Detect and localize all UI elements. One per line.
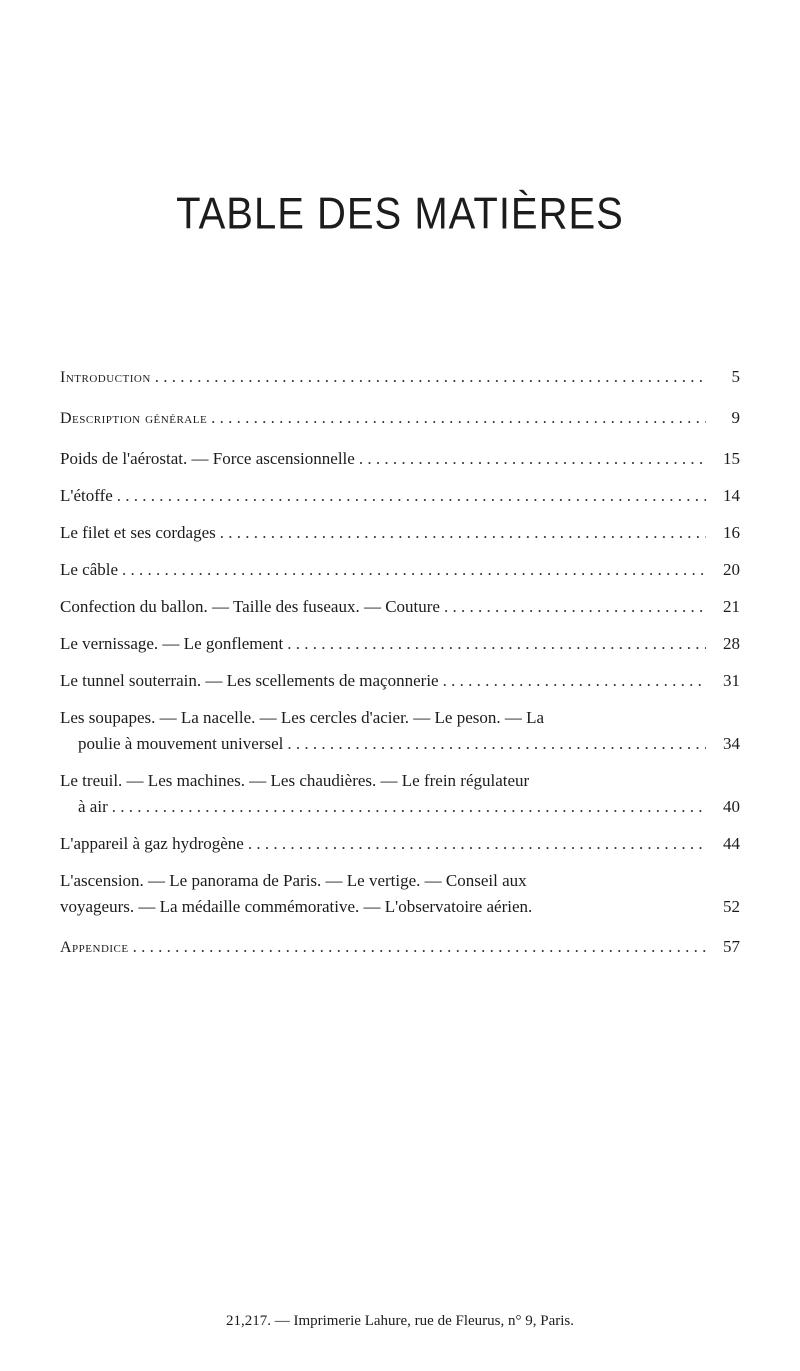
dot-leader [443, 668, 706, 694]
toc-entry-label: Le filet et ses cordages [60, 523, 216, 542]
toc-entry-label: Appendice [60, 939, 129, 956]
toc-entry-page: 40 [723, 797, 740, 816]
toc-entry-page: 34 [723, 734, 740, 753]
dot-leader [211, 405, 706, 431]
page-title: TABLE DES MATIÈRES [176, 189, 624, 239]
toc-entry-page: 57 [723, 937, 740, 956]
toc-entry-ascension [60, 868, 740, 920]
toc-entry-cable [60, 557, 740, 583]
toc-entry-poids [60, 446, 740, 472]
toc-entry-treuil [60, 768, 740, 820]
toc-entry-label-line2: voyageurs. — La médaille commémorative. — L'observatoire aérien. [60, 897, 533, 916]
dot-leader [287, 731, 706, 757]
toc-entry-page: 31 [723, 671, 740, 690]
dot-leader [359, 446, 706, 472]
toc-entry-vernissage [60, 631, 740, 657]
toc-entry-label: Confection du ballon. — Taille des fuseaux. — Couture [60, 597, 440, 616]
dot-leader [287, 631, 706, 657]
toc-entry-page: 9 [731, 408, 740, 427]
toc-entry-label: Poids de l'aérostat. — Force ascensionnelle [60, 449, 355, 468]
toc-entry-page: 15 [723, 449, 740, 468]
table-of-contents [60, 364, 740, 961]
toc-entry-label-line1: Les soupapes. — La nacelle. — Les cercles d'acier. — Le peson. — La [60, 708, 545, 727]
toc-entry-page: 5 [731, 367, 740, 386]
toc-entry-description-generale [60, 405, 740, 432]
dot-leader [220, 520, 706, 546]
dot-leader [155, 364, 706, 390]
toc-entry-tunnel [60, 668, 740, 694]
toc-entry-page: 28 [723, 634, 740, 653]
toc-entry-label: Le tunnel souterrain. — Les scellements de maçonnerie [60, 671, 439, 690]
toc-entry-page: 21 [723, 597, 740, 616]
toc-entry-appareil [60, 831, 740, 857]
dot-leader [248, 831, 706, 857]
dot-leader [112, 794, 706, 820]
dot-leader [122, 557, 706, 583]
printer-footer: 21,217. — Imprimerie Lahure, rue de Fleurus, n° 9, Paris. [225, 1313, 574, 1329]
toc-entry-introduction [60, 364, 740, 391]
toc-entry-filet [60, 520, 740, 546]
toc-entry-label-line2: poulie à mouvement universel [78, 734, 284, 753]
toc-entry-label-line1: Le treuil. — Les machines. — Les chaudières. — Le frein régulateur [60, 771, 530, 790]
dot-leader [444, 594, 706, 620]
toc-entry-label-line2: à air [78, 797, 108, 816]
toc-entry-page: 52 [723, 897, 740, 916]
dot-leader [133, 934, 706, 960]
toc-entry-appendice [60, 934, 740, 961]
toc-entry-label-line1: L'ascension. — Le panorama de Paris. — Le vertige. — Conseil aux [60, 871, 527, 890]
toc-entry-page: 44 [723, 834, 740, 853]
toc-entry-soupapes [60, 705, 740, 757]
toc-entry-label: L'étoffe [60, 486, 113, 505]
toc-entry-label: Description générale [60, 410, 208, 427]
toc-entry-page: 16 [723, 523, 740, 542]
toc-entry-label: Introduction [60, 369, 151, 386]
toc-entry-etoffe [60, 483, 740, 509]
dot-leader [117, 483, 706, 509]
toc-entry-confection [60, 594, 740, 620]
toc-entry-page: 20 [723, 560, 740, 579]
toc-entry-label: Le vernissage. — Le gonflement [60, 634, 284, 653]
toc-entry-label: Le câble [60, 560, 119, 579]
toc-entry-label: L'appareil à gaz hydrogène [60, 834, 244, 853]
toc-entry-page: 14 [723, 486, 740, 505]
